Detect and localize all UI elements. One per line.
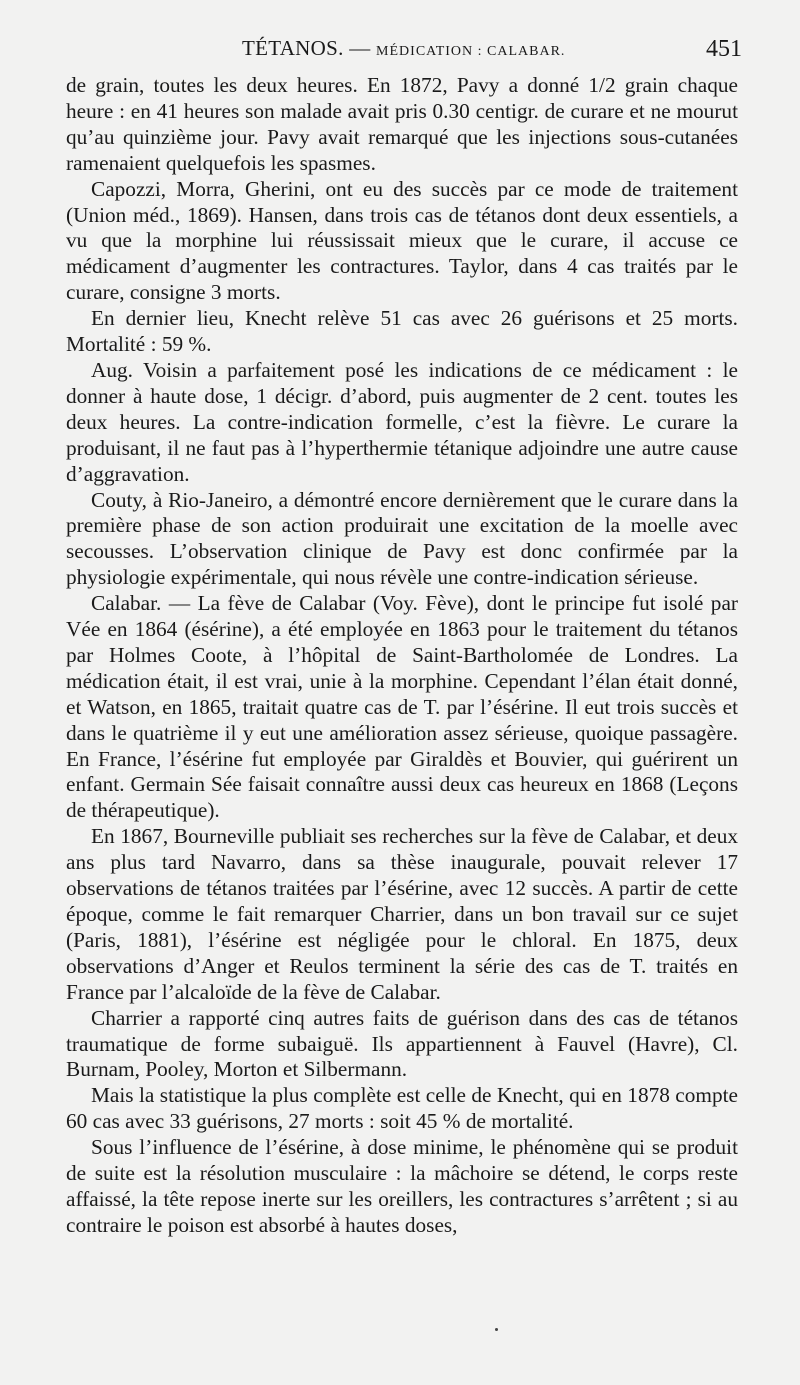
paragraph: Mais la statistique la plus complète est celle de Knecht, qui en 1878 compte 60 cas avec 33 guérisons, 27 morts : soit 45 % de mortalité. bbox=[66, 1083, 738, 1134]
paragraph: En dernier lieu, Knecht relève 51 cas avec 26 guérisons et 25 morts. Mortalité : 59 %. bbox=[66, 306, 738, 357]
running-head bbox=[242, 36, 565, 61]
header-dash: — bbox=[343, 36, 377, 60]
running-header bbox=[66, 36, 742, 66]
paragraph: Calabar. — La fève de Calabar (Voy. Fève), dont le principe fut isolé par Vée en 1864 (ésérine), a été employée en 1863 pour le traitement du tétanos par Holmes Coote, à l’hôpital de Saint-Bartholomée de Londres. La médication était, il est vrai, unie à la morphine. Cependant l’élan était donné, et Watson, en 1865, traitait quatre cas de T. par l’ésérine. Il eut trois succès et dans le quatrième il y eut une amélioration assez sérieuse, quoique passagère. En France, l’ésérine fut employée par Giraldès et Bouvier, qui guérirent un enfant. Germain Sée faisait connaître aussi deux cas heureux en 1868 (Leçons de thérapeutique). bbox=[66, 591, 738, 823]
paragraph: de grain, toutes les deux heures. En 1872, Pavy a donné 1/2 grain chaque heure : en 41 heures son malade avait pris 0.30 centigr. de curare et ne mourut qu’au quinzième jour. Pavy avait remarqué que les injections sous-cutanées ramenaient quelquefois les spasmes. bbox=[66, 73, 738, 175]
paragraph: En 1867, Bourneville publiait ses recherches sur la fève de Calabar, et deux ans plus tard Navarro, dans sa thèse inaugurale, pouvait relever 17 observations de tétanos traitées par l’ésérine, avec 12 succès. A partir de cette époque, comme le fait remarquer Charrier, dans un bon travail sur ce sujet (Paris, 1881), l’ésérine est négligée pour le chloral. En 1875, deux observations d’Anger et Reulos terminent la série des cas de T. traités en France par l’alcaloïde de la fève de Calabar. bbox=[66, 824, 738, 1004]
paragraph: Aug. Voisin a parfaitement posé les indications de ce médicament : le donner à haute dose, 1 décigr. d’abord, puis augmenter de 2 cent. toutes les deux heures. La contre-indication formelle, c’est la fièvre. Le curare la produisant, il ne faut pas à l’hyperthermie tétanique adjoindre une autre cause d’aggravation. bbox=[66, 357, 738, 486]
header-subtitle: MÉDICATION : CALABAR. bbox=[376, 44, 566, 59]
paragraph: Charrier a rapporté cinq autres faits de guérison dans des cas de tétanos traumatique de forme subaiguë. Ils appartiennent à Fauvel (Havre), Cl. Burnam, Pooley, Morton et Silbermann. bbox=[66, 1005, 738, 1082]
paragraph: Sous l’influence de l’ésérine, à dose minime, le phénomène qui se produit de suite est la résolution musculaire : la mâchoire se détend, le corps reste affaissé, la tête repose inerte sur les oreillers, les contractures s’arrêtent ; si au contraire le poison est absorbé à hautes doses, bbox=[66, 1135, 738, 1237]
ink-speck bbox=[495, 1328, 498, 1331]
header-title: TÉTANOS. bbox=[242, 36, 344, 60]
page-body bbox=[66, 73, 738, 1239]
page-number: 451 bbox=[706, 36, 742, 62]
paragraph: Capozzi, Morra, Gherini, ont eu des succès par ce mode de traitement (Union méd., 1869). Hansen, dans trois cas de tétanos dont deux essentiels, a vu que la morphine lui réussissait mieux que le curare, il accuse ce médicament d’augmenter les contractures. Taylor, dans 4 cas traités par le curare, consigne 3 morts. bbox=[66, 176, 738, 305]
paragraph: Couty, à Rio-Janeiro, a démontré encore dernièrement que le curare dans la première phase de son action produirait une excitation de la moelle avec secousses. L’observation clinique de Pavy est donc confirmée par la physiologie expérimentale, qui nous révèle une contre-indication sérieuse. bbox=[66, 487, 738, 590]
